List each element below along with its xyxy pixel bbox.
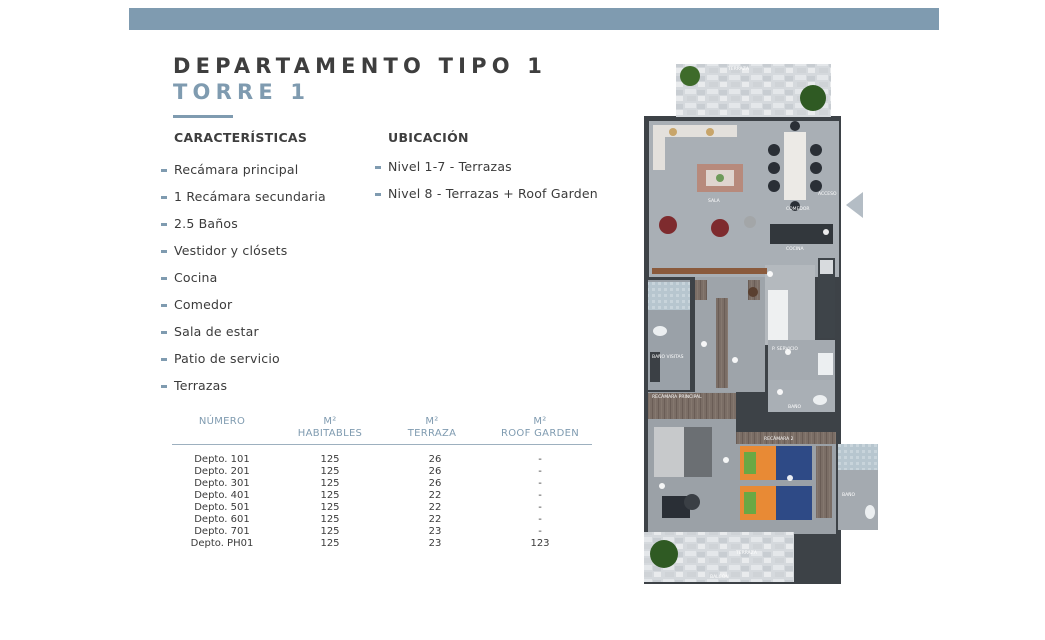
top-accent-bar bbox=[129, 8, 939, 30]
table-row bbox=[172, 454, 592, 466]
cell-terraza: 26 bbox=[428, 454, 442, 465]
sofa bbox=[653, 125, 737, 137]
label-balcon: BALCÓN bbox=[710, 575, 729, 580]
feature-item: 1 Recámara secundaria bbox=[161, 187, 326, 214]
tower-subtitle: TORRE 1 bbox=[173, 80, 311, 104]
cell-habitables: 125 bbox=[320, 466, 340, 477]
column-header-terraza: M² TERRAZA bbox=[407, 416, 457, 439]
label-acceso: ACCESO bbox=[818, 192, 837, 197]
label-servicio: P. SERVICIO bbox=[772, 347, 798, 352]
table-row bbox=[172, 538, 592, 550]
cell-terraza: 26 bbox=[428, 478, 442, 489]
plant bbox=[800, 85, 826, 111]
cell-unit: Depto. 301 bbox=[194, 478, 250, 489]
cell-unit: Depto. 401 bbox=[194, 490, 250, 501]
cell-habitables: 125 bbox=[320, 454, 340, 465]
table-row bbox=[172, 526, 592, 538]
label-comedor: COMEDOR bbox=[786, 207, 810, 212]
page-title: DEPARTAMENTO TIPO 1 bbox=[173, 54, 548, 78]
cell-roof-garden: - bbox=[538, 490, 542, 501]
cell-habitables: 125 bbox=[320, 526, 340, 537]
feature-item: Terrazas bbox=[161, 376, 326, 403]
armchair bbox=[711, 219, 729, 237]
cell-habitables: 125 bbox=[320, 538, 340, 549]
cell-unit: Depto. 701 bbox=[194, 526, 250, 537]
cell-unit: Depto. 501 bbox=[194, 502, 250, 513]
service-bath bbox=[768, 380, 835, 412]
floor-plan bbox=[640, 60, 880, 585]
plant bbox=[650, 540, 678, 568]
label-bano: BAÑO bbox=[788, 405, 802, 410]
cell-habitables: 125 bbox=[320, 502, 340, 513]
feature-item: Patio de servicio bbox=[161, 349, 326, 376]
cell-roof-garden: - bbox=[538, 526, 542, 537]
label-cocina: COCINA bbox=[786, 247, 804, 252]
cell-roof-garden: - bbox=[538, 466, 542, 477]
dining-table bbox=[784, 132, 806, 200]
table-row bbox=[172, 478, 592, 490]
cell-unit: Depto. PH01 bbox=[190, 538, 254, 549]
cell-terraza: 22 bbox=[428, 502, 442, 513]
cell-roof-garden: - bbox=[538, 478, 542, 489]
label-recamara-principal: RECÁMARA PRINCIPAL bbox=[652, 395, 702, 400]
cell-terraza: 23 bbox=[428, 538, 442, 549]
label-recamara-2: RECÁMARA 2 bbox=[764, 437, 794, 442]
location-item: Nivel 8 - Terrazas + Roof Garden bbox=[375, 185, 598, 212]
cell-habitables: 125 bbox=[320, 514, 340, 525]
label-terraza-top: TERRAZA bbox=[728, 67, 749, 72]
location-heading: UBICACIÓN bbox=[388, 130, 469, 145]
feature-item: Comedor bbox=[161, 295, 326, 322]
feature-item: Recámara principal bbox=[161, 160, 326, 187]
plant bbox=[680, 66, 700, 86]
column-header-roof-garden: M² ROOF GARDEN bbox=[501, 416, 579, 439]
cell-terraza: 22 bbox=[428, 514, 442, 525]
title-underline bbox=[173, 115, 233, 118]
feature-item: 2.5 Baños bbox=[161, 214, 326, 241]
cell-unit: Depto. 101 bbox=[194, 454, 250, 465]
cell-habitables: 125 bbox=[320, 478, 340, 489]
cell-roof-garden: - bbox=[538, 454, 542, 465]
cell-unit: Depto. 201 bbox=[194, 466, 250, 477]
feature-item: Sala de estar bbox=[161, 322, 326, 349]
features-heading: CARACTERÍSTICAS bbox=[174, 130, 308, 145]
location-list bbox=[375, 158, 598, 212]
label-bano-visitas: BAÑO VISITAS bbox=[652, 355, 684, 360]
cell-roof-garden: 123 bbox=[530, 538, 550, 549]
cell-roof-garden: - bbox=[538, 502, 542, 513]
column-header-numero: NÚMERO bbox=[198, 416, 246, 427]
entrance-arrow-icon bbox=[846, 192, 863, 218]
cell-unit: Depto. 601 bbox=[194, 514, 250, 525]
cell-habitables: 125 bbox=[320, 490, 340, 501]
cell-terraza: 22 bbox=[428, 490, 442, 501]
feature-item: Vestidor y clósets bbox=[161, 241, 326, 268]
features-list bbox=[161, 160, 326, 403]
units-table bbox=[172, 416, 592, 550]
cell-roof-garden: - bbox=[538, 514, 542, 525]
table-row bbox=[172, 466, 592, 478]
label-sala: SALA bbox=[708, 199, 720, 204]
label-terraza-bottom: TERRAZA bbox=[736, 551, 757, 556]
armchair bbox=[659, 216, 677, 234]
table-row bbox=[172, 490, 592, 502]
table-row bbox=[172, 514, 592, 526]
location-item: Nivel 1-7 - Terrazas bbox=[375, 158, 598, 185]
kitchen-counter bbox=[770, 224, 833, 244]
column-header-habitables: M² HABITABLES bbox=[297, 416, 363, 439]
cell-terraza: 23 bbox=[428, 526, 442, 537]
table-row bbox=[172, 502, 592, 514]
table-body bbox=[172, 445, 592, 550]
living-room bbox=[649, 121, 839, 277]
table-header bbox=[172, 416, 592, 445]
feature-item: Cocina bbox=[161, 268, 326, 295]
cell-terraza: 26 bbox=[428, 466, 442, 477]
label-bano-2: BAÑO bbox=[842, 493, 856, 498]
